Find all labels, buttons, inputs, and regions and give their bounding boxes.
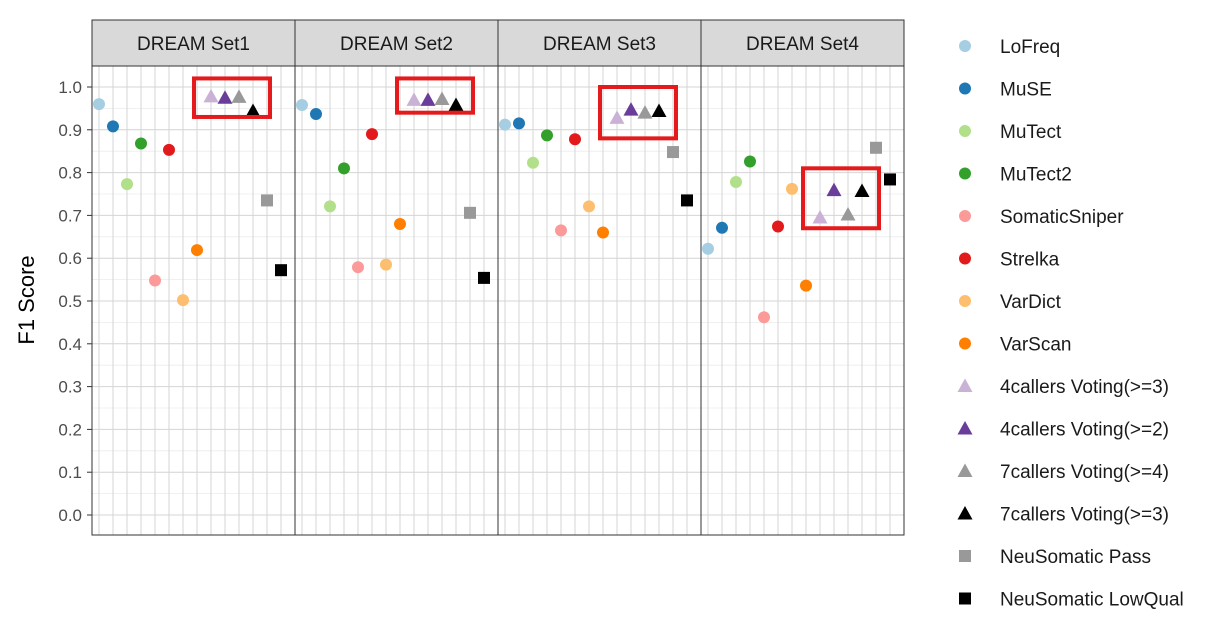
point-muse <box>107 120 119 132</box>
legend-label: MuSE <box>1000 79 1052 101</box>
point-strelka <box>772 221 784 233</box>
point-muse <box>716 222 728 234</box>
legend-item-7callers-voting-3 <box>958 505 1170 526</box>
point-neusomatic-pass <box>667 146 679 158</box>
legend-key-circle <box>959 125 971 137</box>
facet-strip-label: DREAM Set2 <box>340 34 453 55</box>
legend-item-lofreq <box>959 37 1060 58</box>
facet-panel-4 <box>701 20 904 535</box>
point-lofreq <box>296 99 308 111</box>
legend-label: VarScan <box>1000 334 1072 356</box>
legend-item-neusomatic-lowqual <box>959 590 1184 611</box>
point-somaticsniper <box>758 311 770 323</box>
legend-key-circle <box>959 338 971 350</box>
y-tick-label: 0.7 <box>58 206 82 226</box>
legend-label: NeuSomatic LowQual <box>1000 589 1184 611</box>
legend-key-circle <box>959 83 971 95</box>
legend-key-square <box>959 593 971 605</box>
y-tick-label: 0.6 <box>58 249 82 269</box>
point-varscan <box>597 227 609 239</box>
legend-label: Strelka <box>1000 249 1060 271</box>
legend-item-somaticsniper <box>959 207 1124 228</box>
facet-strip-label: DREAM Set4 <box>746 34 859 55</box>
y-tick-label: 0.9 <box>58 120 82 140</box>
point-mutect2 <box>135 137 147 149</box>
facet-panel-2 <box>295 20 498 535</box>
legend-key-circle <box>959 168 971 180</box>
point-varscan <box>394 218 406 230</box>
point-varscan <box>800 280 812 292</box>
legend-label: SomaticSniper <box>1000 207 1124 228</box>
legend-key-square <box>959 550 971 562</box>
legend-key-circle <box>959 295 971 307</box>
legend-key-triangle <box>958 464 973 478</box>
point-mutect <box>730 176 742 188</box>
y-tick-label: 0.0 <box>58 506 82 525</box>
y-tick-label: 0.3 <box>58 377 82 397</box>
point-mutect <box>527 157 539 169</box>
legend-label: 4callers Voting(>=3) <box>1000 377 1169 398</box>
point-vardict <box>177 294 189 306</box>
point-vardict <box>583 200 595 212</box>
point-mutect2 <box>338 162 350 174</box>
legend-key-triangle <box>958 506 973 520</box>
legend-key-triangle <box>958 421 973 435</box>
point-neusomatic-pass <box>870 142 882 154</box>
point-strelka <box>366 128 378 140</box>
point-strelka <box>569 133 581 145</box>
panels-layer <box>92 20 904 535</box>
legend-key-circle <box>959 40 971 52</box>
facet-strip-label: DREAM Set1 <box>137 34 250 55</box>
y-axis <box>58 78 92 525</box>
point-vardict <box>786 183 798 195</box>
point-somaticsniper <box>352 261 364 273</box>
legend-item-4callers-voting-3 <box>958 377 1170 398</box>
legend <box>958 37 1184 611</box>
point-neusomatic-pass <box>261 194 273 206</box>
legend-item-strelka <box>959 250 1060 271</box>
y-tick-label: 0.1 <box>58 463 82 483</box>
point-varscan <box>191 244 203 256</box>
y-tick-label: 0.2 <box>58 420 82 440</box>
facet-strip-label: DREAM Set3 <box>543 34 656 55</box>
point-mutect2 <box>541 129 553 141</box>
legend-item-neusomatic-pass <box>959 547 1151 568</box>
y-tick-label: 0.4 <box>58 334 82 354</box>
point-neusomatic-lowqual <box>478 272 490 284</box>
legend-key-circle <box>959 210 971 222</box>
legend-item-4callers-voting-2 <box>958 420 1170 441</box>
facet-panel-3 <box>498 20 701 535</box>
y-tick-label: 1.0 <box>58 78 82 97</box>
facet-panel-1 <box>92 20 295 535</box>
point-somaticsniper <box>149 274 161 286</box>
legend-label: VarDict <box>1000 292 1061 313</box>
legend-item-muse <box>959 80 1052 101</box>
legend-item-mutect2 <box>959 165 1072 186</box>
legend-item-mutect <box>959 122 1062 143</box>
legend-key-circle <box>959 253 971 265</box>
point-somaticsniper <box>555 224 567 236</box>
point-muse <box>310 108 322 120</box>
point-lofreq <box>499 119 511 131</box>
point-mutect2 <box>744 155 756 167</box>
point-neusomatic-lowqual <box>681 194 693 206</box>
legend-label: NeuSomatic Pass <box>1000 547 1152 568</box>
legend-label: MuTect2 <box>1000 164 1072 186</box>
point-mutect <box>121 178 133 190</box>
point-muse <box>513 117 525 129</box>
legend-label: MuTect <box>1000 122 1062 143</box>
legend-label: 7callers Voting(>=4) <box>1000 462 1169 483</box>
legend-key-triangle <box>958 379 973 393</box>
legend-item-varscan <box>959 335 1071 356</box>
point-lofreq <box>702 243 714 255</box>
y-tick-label: 0.5 <box>58 292 82 311</box>
y-axis-label: F1 Score <box>14 255 39 345</box>
point-neusomatic-pass <box>464 207 476 219</box>
legend-item-7callers-voting-4 <box>958 462 1170 483</box>
y-tick-label: 0.8 <box>58 163 82 183</box>
point-lofreq <box>93 98 105 110</box>
point-vardict <box>380 259 392 271</box>
legend-label: 7callers Voting(>=3) <box>1000 504 1169 526</box>
legend-label: 4callers Voting(>=2) <box>1000 419 1169 441</box>
legend-item-vardict <box>959 292 1062 313</box>
point-mutect <box>324 200 336 212</box>
point-neusomatic-lowqual <box>884 173 896 185</box>
point-neusomatic-lowqual <box>275 264 287 276</box>
point-strelka <box>163 144 175 156</box>
legend-label: LoFreq <box>1000 37 1061 58</box>
